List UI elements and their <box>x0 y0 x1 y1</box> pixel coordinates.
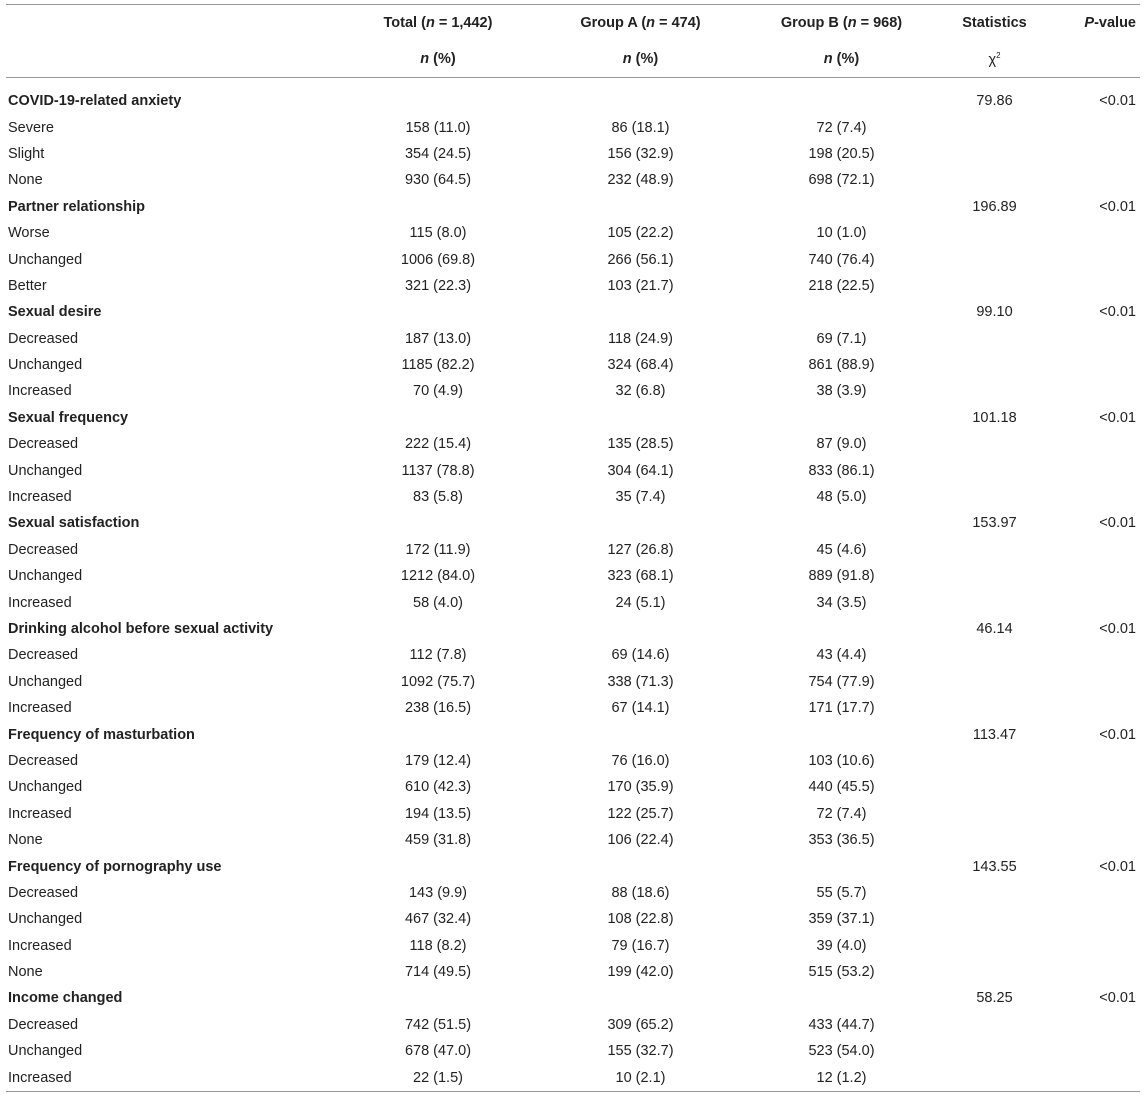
total-cell: 194 (13.5) <box>404 805 472 822</box>
table-row <box>6 167 1140 193</box>
table-row <box>6 1064 1140 1090</box>
section-row <box>6 616 1140 642</box>
cell-empty <box>1054 669 1140 695</box>
row-label: Increased <box>8 937 72 954</box>
table-row <box>6 589 1140 615</box>
p-value: <0.01 <box>1099 409 1136 426</box>
group-b-cell: 69 (7.1) <box>816 330 867 347</box>
p-value: <0.01 <box>1099 990 1136 1007</box>
cell-empty <box>935 589 1054 615</box>
section-row <box>6 721 1140 747</box>
group-a-cell: 24 (5.1) <box>615 594 666 611</box>
group-b-cell: 12 (1.2) <box>816 1069 867 1086</box>
section-row <box>6 194 1140 220</box>
row-label: Decreased <box>8 436 79 453</box>
group-a-cell: 338 (71.3) <box>607 673 674 690</box>
bottom-rule <box>6 1091 1140 1092</box>
cell-empty <box>1054 642 1140 668</box>
cell-empty <box>1054 431 1140 457</box>
table-row <box>6 220 1140 246</box>
cell-empty <box>1054 378 1140 404</box>
chi-square-value: 143.55 <box>972 858 1017 875</box>
cell-empty <box>935 827 1054 853</box>
row-label: Increased <box>8 383 72 400</box>
group-a-cell: 108 (22.8) <box>607 911 674 928</box>
table-row <box>6 774 1140 800</box>
group-b-cell: 198 (20.5) <box>808 145 875 162</box>
cell-empty <box>935 695 1054 721</box>
group-b-cell: 698 (72.1) <box>808 172 875 189</box>
cell-empty <box>748 194 935 220</box>
cell-empty <box>1054 114 1140 140</box>
group-b-cell: 103 (10.6) <box>808 752 875 769</box>
chi-square-value: 79.86 <box>976 93 1013 110</box>
table-row <box>6 669 1140 695</box>
cell-empty <box>1054 484 1140 510</box>
section-title: Sexual desire <box>8 304 102 321</box>
chi-square-value: 153.97 <box>972 515 1017 532</box>
section-row <box>6 88 1140 114</box>
table-row <box>6 273 1140 299</box>
group-a-cell: 69 (14.6) <box>611 647 670 664</box>
group-a-cell: 32 (6.8) <box>615 383 666 400</box>
cell-empty <box>533 985 748 1011</box>
section-title: Income changed <box>8 990 123 1007</box>
header-row-1 <box>6 5 1140 41</box>
group-b-cell: 889 (91.8) <box>808 568 875 585</box>
group-b-cell: 87 (9.0) <box>816 436 867 453</box>
p-value: <0.01 <box>1099 515 1136 532</box>
cell-empty <box>533 194 748 220</box>
cell-empty <box>935 669 1054 695</box>
cell-empty <box>748 853 935 879</box>
header-row-2 <box>6 41 1140 77</box>
group-a-cell: 135 (28.5) <box>607 436 674 453</box>
cell-empty <box>1054 801 1140 827</box>
cell-empty <box>1054 352 1140 378</box>
total-cell: 1137 (78.8) <box>401 462 475 479</box>
cell-empty <box>343 616 533 642</box>
total-cell: 1092 (75.7) <box>400 673 476 690</box>
section-title: Sexual frequency <box>8 409 129 426</box>
total-cell: 83 (5.8) <box>413 489 463 506</box>
group-a-cell: 10 (2.1) <box>615 1069 666 1086</box>
cell-empty <box>748 985 935 1011</box>
group-b-cell: 45 (4.6) <box>816 541 867 558</box>
cell-empty <box>935 114 1054 140</box>
group-b-cell: 740 (76.4) <box>808 251 875 268</box>
total-cell: 222 (15.4) <box>404 436 472 453</box>
header-total: Total (n = 1,442) <box>383 15 493 31</box>
cell-empty <box>533 853 748 879</box>
cell-empty <box>1054 563 1140 589</box>
total-cell: 70 (4.9) <box>413 383 463 400</box>
total-cell: 610 (42.3) <box>404 779 472 796</box>
chi-square-value: 46.14 <box>976 621 1013 637</box>
group-b-cell: 72 (7.4) <box>816 119 867 136</box>
subheader-blank <box>1054 41 1140 77</box>
group-b-cell: 433 (44.7) <box>808 1016 875 1033</box>
header-blank <box>6 5 343 41</box>
table-row <box>6 880 1140 906</box>
cell-empty <box>748 299 935 325</box>
total-cell: 354 (24.5) <box>404 145 472 162</box>
subheader-chi-square: $\chi^2$ <box>988 50 1001 68</box>
group-a-cell: 127 (26.8) <box>607 541 674 558</box>
row-label: Unchanged <box>8 251 83 268</box>
total-cell: 158 (11.0) <box>405 119 471 136</box>
cell-empty <box>935 378 1054 404</box>
row-label: Unchanged <box>8 673 83 690</box>
cell-empty <box>935 352 1054 378</box>
row-label: Increased <box>8 594 72 611</box>
section-row <box>6 299 1140 325</box>
table-row <box>6 748 1140 774</box>
cell-empty <box>343 853 533 879</box>
group-a-cell: 79 (16.7) <box>611 937 670 954</box>
chi-square-value: 99.10 <box>976 304 1013 321</box>
subheader-total: n (%) <box>420 51 456 67</box>
cell-empty <box>533 88 748 114</box>
group-a-cell: 266 (56.1) <box>607 251 674 268</box>
row-label: Decreased <box>8 752 79 769</box>
row-label: None <box>8 172 43 189</box>
cell-empty <box>748 405 935 431</box>
group-a-cell: 156 (32.9) <box>607 145 674 162</box>
cell-empty <box>1054 827 1140 853</box>
p-value: <0.01 <box>1099 198 1136 215</box>
total-cell: 112 (7.8) <box>409 647 467 664</box>
cell-empty <box>533 299 748 325</box>
table-row <box>6 1012 1140 1038</box>
cell-empty <box>1054 246 1140 272</box>
row-label: Severe <box>8 119 54 136</box>
group-b-cell: 48 (5.0) <box>816 489 867 506</box>
cell-empty <box>935 1064 1054 1090</box>
cell-empty <box>1054 220 1140 246</box>
total-cell: 172 (11.9) <box>405 541 471 558</box>
row-label: Unchanged <box>8 911 83 928</box>
cell-empty <box>343 510 533 536</box>
group-a-cell: 105 (22.2) <box>607 225 674 242</box>
group-b-cell: 39 (4.0) <box>816 937 867 954</box>
group-b-cell: 861 (88.9) <box>808 357 875 374</box>
table-row <box>6 801 1140 827</box>
group-a-cell: 232 (48.9) <box>607 172 674 189</box>
cell-empty <box>935 1038 1054 1064</box>
header-statistics: Statistics <box>962 15 1027 31</box>
cell-empty <box>935 220 1054 246</box>
group-a-cell: 86 (18.1) <box>611 119 670 136</box>
group-a-cell: 122 (25.7) <box>607 805 674 822</box>
section-title: Frequency of masturbation <box>8 726 195 743</box>
group-a-cell: 118 (24.9) <box>607 330 674 347</box>
p-value: <0.01 <box>1099 726 1136 743</box>
cell-empty <box>1054 880 1140 906</box>
group-b-cell: 833 (86.1) <box>808 462 875 479</box>
row-label: Unchanged <box>8 568 83 585</box>
cell-empty <box>935 484 1054 510</box>
total-cell: 467 (32.4) <box>404 911 472 928</box>
cell-empty <box>533 721 748 747</box>
row-label: Increased <box>8 1069 72 1086</box>
group-b-cell: 38 (3.9) <box>816 383 867 400</box>
cell-empty <box>1054 273 1140 299</box>
section-row <box>6 405 1140 431</box>
cell-empty <box>748 721 935 747</box>
total-cell: 678 (47.0) <box>404 1043 472 1060</box>
section-title: Frequency of pornography use <box>8 858 222 875</box>
cell-empty <box>533 510 748 536</box>
row-label: Decreased <box>8 1016 79 1033</box>
cell-empty <box>935 880 1054 906</box>
total-cell: 742 (51.5) <box>404 1016 472 1033</box>
cell-empty <box>935 801 1054 827</box>
section-title: Partner relationship <box>8 198 145 215</box>
cell-empty <box>935 537 1054 563</box>
table-row <box>6 537 1140 563</box>
row-label: None <box>8 832 43 849</box>
total-cell: 1212 (84.0) <box>400 568 476 585</box>
total-cell: 58 (4.0) <box>413 594 463 611</box>
cell-empty <box>935 457 1054 483</box>
row-label: Unchanged <box>8 462 83 479</box>
total-cell: 459 (31.8) <box>404 832 472 849</box>
table-row <box>6 378 1140 404</box>
cell-empty <box>935 431 1054 457</box>
cell-empty <box>935 563 1054 589</box>
cell-empty <box>935 167 1054 193</box>
cell-empty <box>935 246 1054 272</box>
group-b-cell: 440 (45.5) <box>808 779 875 796</box>
row-label: Increased <box>8 805 72 822</box>
group-b-cell: 171 (17.7) <box>808 700 875 717</box>
subheader-group-b: n (%) <box>823 51 860 67</box>
cell-empty <box>533 405 748 431</box>
group-a-cell: 199 (42.0) <box>607 964 674 981</box>
section-row <box>6 510 1140 536</box>
total-cell: 238 (16.5) <box>404 700 472 717</box>
row-label: Increased <box>8 489 72 506</box>
cell-empty <box>1054 537 1140 563</box>
chi-square-value: 196.89 <box>972 198 1017 215</box>
group-b-cell: 359 (37.1) <box>808 911 875 928</box>
cell-empty <box>1054 774 1140 800</box>
cell-empty <box>935 326 1054 352</box>
group-b-cell: 43 (4.4) <box>816 647 867 664</box>
cell-empty <box>1054 141 1140 167</box>
table-row <box>6 1038 1140 1064</box>
row-label: Increased <box>8 700 72 717</box>
header-group-b: Group B (n = 968) <box>780 15 903 31</box>
total-cell: 714 (49.5) <box>404 964 472 981</box>
group-a-cell: 170 (35.9) <box>607 779 674 796</box>
cell-empty <box>343 299 533 325</box>
cell-empty <box>343 405 533 431</box>
chi-square-value: 101.18 <box>972 409 1017 426</box>
p-value: <0.01 <box>1099 304 1136 321</box>
group-a-cell: 304 (64.1) <box>607 462 674 479</box>
group-b-cell: 55 (5.7) <box>816 884 867 901</box>
header-group-a: Group A (n = 474) <box>580 15 701 31</box>
row-label: Worse <box>8 225 50 242</box>
group-b-cell: 353 (36.5) <box>808 832 875 849</box>
table-row <box>6 484 1140 510</box>
section-title: COVID-19-related anxiety <box>8 93 182 110</box>
total-cell: 1185 (82.2) <box>401 357 475 374</box>
group-a-cell: 323 (68.1) <box>607 568 674 585</box>
cell-empty <box>1054 457 1140 483</box>
cell-empty <box>343 88 533 114</box>
group-b-cell: 515 (53.2) <box>808 964 875 981</box>
row-label: Unchanged <box>8 779 83 796</box>
cell-empty <box>1054 167 1140 193</box>
table-row <box>6 352 1140 378</box>
group-a-cell: 35 (7.4) <box>615 489 666 506</box>
cell-empty <box>1054 933 1140 959</box>
cell-empty <box>1054 695 1140 721</box>
table-row <box>6 457 1140 483</box>
row-label: Slight <box>8 145 45 162</box>
cell-empty <box>343 985 533 1011</box>
group-b-cell: 10 (1.0) <box>816 225 867 242</box>
cell-empty <box>1054 906 1140 932</box>
row-label: Decreased <box>8 884 79 901</box>
cell-empty <box>935 748 1054 774</box>
group-a-cell: 103 (21.7) <box>607 277 674 294</box>
table-row <box>6 114 1140 140</box>
row-label: Decreased <box>8 541 79 558</box>
cell-empty <box>935 774 1054 800</box>
group-b-cell: 34 (3.5) <box>816 594 867 611</box>
p-value: <0.01 <box>1099 93 1136 110</box>
table-row <box>6 563 1140 589</box>
section-title: Sexual satisfaction <box>8 515 140 532</box>
total-cell: 930 (64.5) <box>404 172 472 189</box>
spacer-row <box>6 77 1140 88</box>
table-row <box>6 642 1140 668</box>
group-a-cell: 88 (18.6) <box>611 884 670 901</box>
table-row <box>6 431 1140 457</box>
cell-empty <box>1054 959 1140 985</box>
cell-empty <box>1054 589 1140 615</box>
total-cell: 187 (13.0) <box>404 330 472 347</box>
total-cell: 22 (1.5) <box>413 1069 463 1086</box>
section-title: Drinking alcohol before sexual activity <box>8 621 274 637</box>
table-row <box>6 827 1140 853</box>
total-cell: 115 (8.0) <box>409 225 467 242</box>
cell-empty <box>935 1012 1054 1038</box>
total-cell: 118 (8.2) <box>409 937 467 954</box>
section-row <box>6 985 1140 1011</box>
cell-empty <box>1054 326 1140 352</box>
p-value: <0.01 <box>1099 621 1136 637</box>
subheader-group-a: n (%) <box>622 51 659 67</box>
cell-empty <box>935 906 1054 932</box>
total-cell: 1006 (69.8) <box>400 251 476 268</box>
section-row <box>6 853 1140 879</box>
table-row <box>6 959 1140 985</box>
cell-empty <box>343 721 533 747</box>
cell-empty <box>1054 1038 1140 1064</box>
cell-empty <box>935 933 1054 959</box>
cell-empty <box>935 141 1054 167</box>
cell-empty <box>343 194 533 220</box>
row-label: Decreased <box>8 647 79 664</box>
cell-empty <box>748 616 935 642</box>
cell-empty <box>1054 748 1140 774</box>
cell-empty <box>748 510 935 536</box>
cell-empty <box>935 273 1054 299</box>
chi-square-value: 113.47 <box>972 726 1017 743</box>
group-b-cell: 754 (77.9) <box>808 673 875 690</box>
group-a-cell: 67 (14.1) <box>611 700 670 717</box>
group-b-cell: 523 (54.0) <box>808 1043 875 1060</box>
cell-empty <box>1054 1012 1140 1038</box>
group-a-cell: 155 (32.7) <box>607 1043 674 1060</box>
group-a-cell: 106 (22.4) <box>607 832 674 849</box>
header-blank-2 <box>6 41 343 77</box>
group-b-cell: 218 (22.5) <box>808 277 875 294</box>
row-label: Unchanged <box>8 357 83 374</box>
cell-empty <box>533 616 748 642</box>
group-a-cell: 76 (16.0) <box>611 752 670 769</box>
table-row <box>6 326 1140 352</box>
row-label: Better <box>8 277 47 294</box>
chi-square-value: 58.25 <box>976 990 1013 1007</box>
p-value: <0.01 <box>1099 858 1136 875</box>
table-body <box>6 77 1140 1091</box>
table-row <box>6 933 1140 959</box>
data-table <box>6 5 1140 1091</box>
row-label: Decreased <box>8 330 79 347</box>
header-pvalue: P-value <box>1084 15 1136 31</box>
group-b-cell: 72 (7.4) <box>816 805 867 822</box>
table-row <box>6 695 1140 721</box>
total-cell: 321 (22.3) <box>404 277 472 294</box>
table-row <box>6 906 1140 932</box>
cell-empty <box>935 959 1054 985</box>
row-label: Unchanged <box>8 1043 83 1060</box>
cell-empty <box>935 642 1054 668</box>
table-header <box>6 5 1140 77</box>
group-a-cell: 324 (68.4) <box>607 357 674 374</box>
cell-empty <box>748 88 935 114</box>
table-row <box>6 246 1140 272</box>
total-cell: 143 (9.9) <box>408 884 468 901</box>
row-label: None <box>8 964 43 981</box>
group-a-cell: 309 (65.2) <box>607 1016 674 1033</box>
cell-empty <box>1054 1064 1140 1090</box>
total-cell: 179 (12.4) <box>404 752 472 769</box>
table-row <box>6 141 1140 167</box>
